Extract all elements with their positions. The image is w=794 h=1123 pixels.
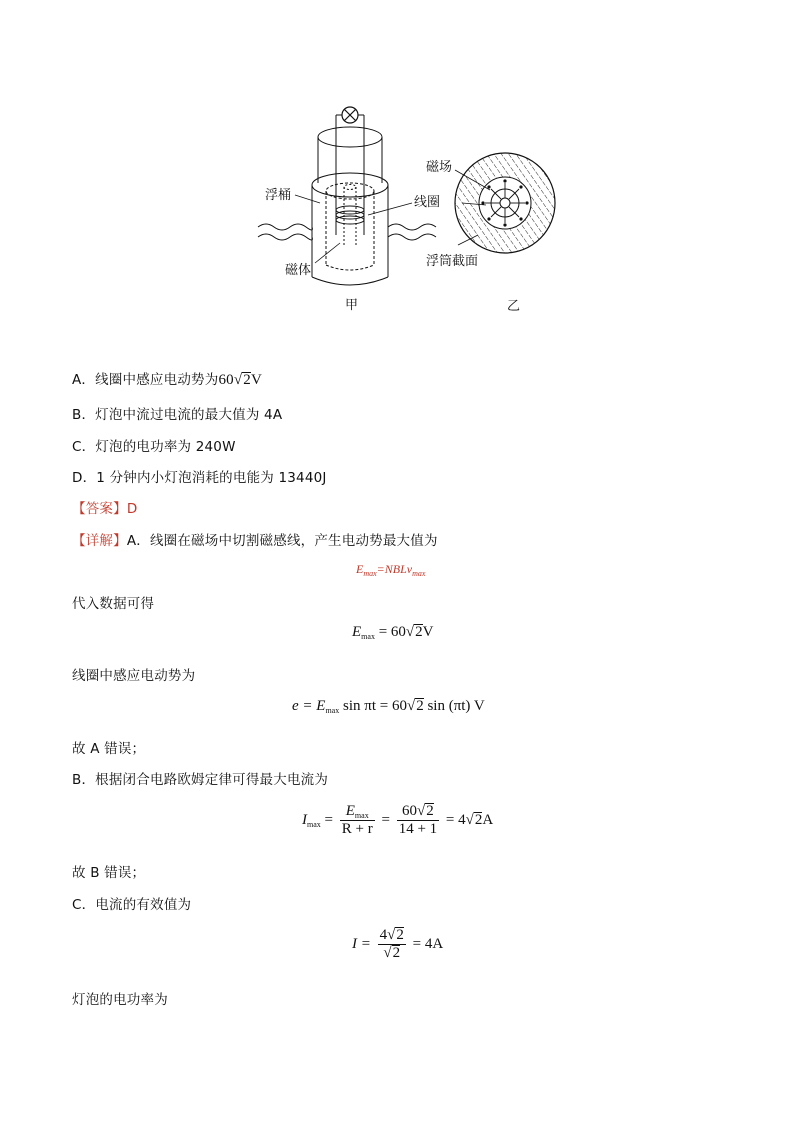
label-magnet: 磁体 — [285, 263, 312, 278]
equation-5: I = $\frac{4√2}{√2}$ = 4A — [352, 927, 444, 961]
caption-yi: 乙 — [507, 299, 521, 314]
a-wrong-line: 故 A 错误； — [72, 741, 146, 757]
equation-1: $E_{max}=NBLv_{max}$ — [356, 562, 426, 578]
equation-3: $e = E_{max}$ sin πt = 60√2 sin (πt) V — [292, 698, 485, 715]
power-line: 灯泡的电功率为 — [72, 992, 168, 1008]
physics-figure — [240, 95, 570, 315]
explanation-label: 【详解】 — [72, 533, 127, 549]
option-d: D．1 分钟内小灯泡消耗的电能为 13440J — [72, 470, 327, 486]
option-c: C．灯泡的电功率为 240W — [72, 439, 236, 455]
emf-line: 线圈中感应电动势为 — [72, 668, 196, 684]
option-b: B．灯泡中流过电流的最大值为 4A — [72, 407, 283, 423]
answer-label: 【答案】 — [72, 501, 127, 517]
option-a: A．线圈中感应电动势为60√2V — [72, 372, 263, 388]
substitute-line: 代入数据可得 — [72, 596, 155, 612]
answer-value: D — [126, 501, 138, 517]
label-float-bucket: 浮桶 — [265, 188, 292, 203]
b-wrong-line: 故 B 错误； — [72, 865, 146, 881]
answer-line — [72, 497, 137, 517]
equation-4: $I_{max}$ = $\frac{E_{max}}{R + r}$ = $\frac{60√2}{14 + 1}$ = 4√2A — [302, 803, 494, 837]
equation-2: $E_{max} = 60√2V$ — [352, 624, 434, 641]
label-coil: 线圈 — [414, 195, 441, 210]
caption-jia: 甲 — [345, 298, 359, 313]
label-cross-section: 浮筒截面 — [426, 254, 479, 269]
b-explanation-line: B．根据闭合电路欧姆定律可得最大电流为 — [72, 772, 329, 788]
explanation-a-line: 【详解】A．线圈在磁场中切割磁感线，产生电动势最大值为 — [72, 533, 438, 549]
c-explanation-line: C．电流的有效值为 — [72, 897, 192, 913]
label-magnetic-field: 磁场 — [426, 160, 453, 175]
